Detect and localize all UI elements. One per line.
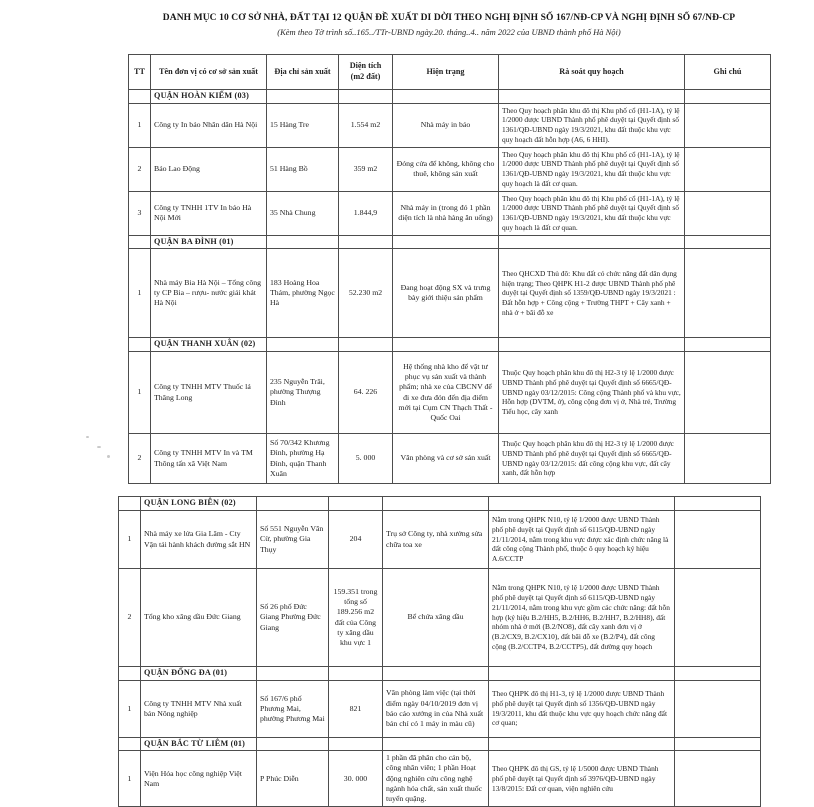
empty-cell [393, 89, 499, 103]
cell-tt: 1 [119, 751, 141, 807]
empty-cell [329, 737, 383, 751]
scan-speck [86, 436, 89, 438]
empty-cell [685, 235, 771, 249]
cell-status: Văn phòng và cơ sở sản xuất [393, 434, 499, 484]
cell-tt: 1 [129, 249, 151, 338]
cell-address: Số 167/6 phố Phương Mai, phường Phương Mai [257, 680, 329, 737]
empty-cell [339, 235, 393, 249]
cell-name: Nhà máy Bia Hà Nội – Tổng công ty CP Bia – rượu- nước giải khát Hà Nội [151, 249, 267, 338]
cell-tt: 1 [119, 511, 141, 569]
cell-name: Nhà máy xe lửa Gia Lâm - Cty Vận tải hành khách đường sắt HN [141, 511, 257, 569]
cell-area: 30. 000 [329, 751, 383, 807]
cell-tt: 2 [129, 434, 151, 484]
empty-cell [339, 89, 393, 103]
cell-name: Viện Hóa học công nghiệp Việt Nam [141, 751, 257, 807]
cell-status: Nhà máy in báo [393, 103, 499, 147]
cell-area: 1.844,9 [339, 191, 393, 235]
empty-cell [119, 497, 141, 511]
district-section-row [129, 89, 771, 103]
empty-cell [329, 667, 383, 681]
empty-cell [489, 667, 675, 681]
cell-note [685, 352, 771, 434]
cell-tt: 1 [119, 680, 141, 737]
district-section-row [119, 737, 761, 751]
empty-cell [675, 737, 761, 751]
empty-cell [129, 338, 151, 352]
cell-area: 5. 000 [339, 434, 393, 484]
district-section-row [119, 667, 761, 681]
cell-status: Nhà máy in (trong đó 1 phần diện tích là nhà hàng ăn uống) [393, 191, 499, 235]
cell-note [685, 147, 771, 191]
empty-cell [257, 497, 329, 511]
cell-address: 235 Nguyễn Trãi, phường Thượng Đình [267, 352, 339, 434]
district-section-title: QUẬN ĐỐNG ĐA (01) [141, 667, 257, 681]
cell-name: Báo Lao Động [151, 147, 267, 191]
cell-status: Văn phòng làm việc (tại thời điểm ngày 04/10/2019 đơn vị báo cáo xưởng in của Nhà xuất bản chỉ có 1 máy in màu cũ) [383, 680, 489, 737]
cell-name: Công ty TNHH MTV Thuốc lá Thăng Long [151, 352, 267, 434]
empty-cell [339, 338, 393, 352]
cell-note [675, 680, 761, 737]
district-section-title: QUẬN HOÀN KIẾM (03) [151, 89, 267, 103]
cell-area: 204 [329, 511, 383, 569]
property-table-block-1 [128, 54, 771, 484]
cell-note [675, 569, 761, 667]
empty-cell [267, 235, 339, 249]
empty-cell [383, 737, 489, 751]
district-section-title: QUẬN BA ĐÌNH (01) [151, 235, 267, 249]
empty-cell [383, 497, 489, 511]
column-header: Địa chỉ sản xuất [267, 54, 339, 89]
cell-note [685, 249, 771, 338]
empty-cell [257, 667, 329, 681]
empty-cell [329, 497, 383, 511]
cell-status: 1 phần đã phân cho cán bộ, công nhân viên; 1 phần Hoạt động nghiên cứu công nghệ ngành hóa chất, sản xuất thuốc tuyển quặng. [383, 751, 489, 807]
table-row [119, 569, 761, 667]
cell-name: Công ty In báo Nhân dân Hà Nội [151, 103, 267, 147]
cell-tt: 3 [129, 191, 151, 235]
document-subtitle: (Kèm theo Tờ trình số..165../TTr-UBND ngày.20. tháng..4.. năm 2022 của UBND thành phố Hà Nội) [277, 26, 621, 37]
district-section-row [129, 235, 771, 249]
document-content [118, 0, 780, 807]
table-row [129, 147, 771, 191]
table-row [129, 103, 771, 147]
empty-cell [267, 89, 339, 103]
empty-cell [675, 497, 761, 511]
cell-review: Theo Quy hoạch phân khu đô thị Khu phố cổ (H1-1A), tỷ lệ 1/2000 được UBND Thành phố phê duyệt tại Quyết định số 1361/QĐ-UBND ngày 19/3/2021, khu đất thuộc khu vực quy hoạch đất hỗn hợp (A6, 6 HHI). [499, 103, 685, 147]
cell-address: P Phúc Diễn [257, 751, 329, 807]
cell-tt: 1 [129, 103, 151, 147]
empty-cell [393, 235, 499, 249]
cell-note [675, 751, 761, 807]
empty-cell [489, 497, 675, 511]
column-header: TT [129, 54, 151, 89]
cell-note [685, 434, 771, 484]
district-section-row [119, 497, 761, 511]
cell-address: 51 Hàng Bồ [267, 147, 339, 191]
empty-cell [129, 89, 151, 103]
cell-area: 52.230 m2 [339, 249, 393, 338]
cell-review: Theo QHCXD Thủ đô: Khu đất có chức năng đất dân dụng hiện trạng; Theo QHPK H1-2 được UBND Thành phố phê duyệt tại Quyết định số 1359/QĐ-UBND ngày 19/3/2021 : Đất hỗn hợp + Công cộng + Trường THPT + Cây xanh + nhà ở + bãi đỗ xe [499, 249, 685, 338]
district-section-title: QUẬN LONG BIÊN (02) [141, 497, 257, 511]
scan-speck [107, 455, 110, 458]
empty-cell [685, 338, 771, 352]
empty-cell [675, 667, 761, 681]
cell-review: Theo Quy hoạch phân khu đô thị Khu phố cổ (H1-1A), tỷ lệ 1/2000 được UBND Thành phố phê duyệt tại Quyết định số 1361/QĐ-UBND ngày 19/3/2021, khu đất thuộc khu vực quy hoạch là đất cơ quan. [499, 147, 685, 191]
column-header: Rà soát quy hoạch [499, 54, 685, 89]
table-row [119, 751, 761, 807]
cell-area: 64. 226 [339, 352, 393, 434]
table-row [129, 191, 771, 235]
cell-area: 359 m2 [339, 147, 393, 191]
empty-cell [267, 338, 339, 352]
cell-area: 1.554 m2 [339, 103, 393, 147]
table-row [129, 352, 771, 434]
cell-tt: 2 [129, 147, 151, 191]
cell-note [685, 103, 771, 147]
empty-cell [257, 737, 329, 751]
table-row [129, 249, 771, 338]
cell-area: 159.351 trong tổng số 189.256 m2 đất của Công ty xăng dầu khu vực 1 [329, 569, 383, 667]
scan-speck [97, 446, 101, 448]
table-row [119, 511, 761, 569]
column-header: Hiện trạng [393, 54, 499, 89]
cell-tt: 2 [119, 569, 141, 667]
cell-review: Nằm trong QHPK N10, tỷ lệ 1/2000 được UBND Thành phố phê duyệt tại Quyết định số 6115/QĐ-UBND ngày 21/11/2014, nằm trong khu vực được xác định chức năng là đất công cộng Thành phố, thuộc ô quy hoạch ký hiệu A.6/CCTP [489, 511, 675, 569]
column-header: Tên đơn vị có cơ sở sản xuất [151, 54, 267, 89]
cell-address: 183 Hoàng Hoa Thám, phường Ngọc Hà [267, 249, 339, 338]
cell-review: Theo QHPK đô thị GS, tỷ lệ 1/5000 được UBND Thành phố phê duyệt tại Quyết định số 3976/QĐ-UBND ngày 13/8/2015: Đất cơ quan, viện nghiên cứu [489, 751, 675, 807]
empty-cell [489, 737, 675, 751]
cell-status: Đóng cửa để không, không cho thuê, không sản xuất [393, 147, 499, 191]
cell-name: Tổng kho xăng dầu Đức Giang [141, 569, 257, 667]
cell-status: Bể chứa xăng dầu [383, 569, 489, 667]
cell-name: Công ty TNHH 1TV In báo Hà Nội Mới [151, 191, 267, 235]
cell-status: Trụ sở Công ty, nhà xưởng sửa chữa toa xe [383, 511, 489, 569]
empty-cell [119, 737, 141, 751]
cell-review: Nằm trong QHPK N10, tỷ lệ 1/2000 được UBND Thành phố phê duyệt tại Quyết định số 6115/QĐ-UBND ngày 21/11/2014, nằm trong khu vực gồm các chức năng: đất hỗn hợp (ký hiệu B.2/HH5, B.2/HH6, B.2/HH7, B.2/HH8), đất nhóm nhà ở mới (B.2/NO8), đất cây xanh đơn vị ở (B.2/CX9, B.2/CX10), đất bãi đỗ xe (B.2/P4), đất công cộng (B.2/CCTP4, B.2/CCTP5), đất đường quy hoạch [489, 569, 675, 667]
cell-address: Số 70/342 Khương Đình, phường Hạ Đình, quận Thanh Xuân [267, 434, 339, 484]
table-row [119, 680, 761, 737]
cell-review: Thuộc Quy hoạch phân khu đô thị H2-3 tỷ lệ 1/2000 được UBND Thành phố phê duyệt tại Quyết định số 6665/QĐ-UBND ngày 03/12/2015: Công cộng Thành phố và khu vực, Hỗn hợp (DVTM, ở), công cộng đơn vị ở, Nhà trẻ, Trường Tiểu học, cây xanh [499, 352, 685, 434]
table-row [129, 434, 771, 484]
empty-cell [383, 667, 489, 681]
empty-cell [119, 667, 141, 681]
cell-review: Theo QHPK đô thị H1-3, tỷ lệ 1/2000 được UBND Thành phố phê duyệt tại Quyết định số 1356/QĐ-UBND ngày 19/3/2011, khu đất thuộc khu vực quy hoạch chức năng đất cơ quan; [489, 680, 675, 737]
empty-cell [393, 338, 499, 352]
cell-review: Theo Quy hoạch phân khu đô thị Khu phố cổ (H1-1A), tỷ lệ 1/2000 được UBND Thành phố phê duyệt tại Quyết định số 1361/QĐ-UBND ngày 19/3/2021, khu đất thuộc khu vực quy hoạch là đất cơ quan. [499, 191, 685, 235]
cell-tt: 1 [129, 352, 151, 434]
table-header-row [129, 54, 771, 89]
cell-address: 15 Hàng Tre [267, 103, 339, 147]
cell-note [685, 191, 771, 235]
cell-note [675, 511, 761, 569]
cell-name: Công ty TNHH MTV In và TM Thông tấn xã Việt Nam [151, 434, 267, 484]
column-header: Diện tích (m2 đất) [339, 54, 393, 89]
column-header: Ghi chú [685, 54, 771, 89]
empty-cell [499, 89, 685, 103]
empty-cell [499, 338, 685, 352]
cell-review: Thuộc Quy hoạch phân khu đô thị H2-3 tỷ lệ 1/2000 được UBND Thành phố phê duyệt tại Quyết định số 6665/QĐ-UBND ngày 03/12/2015: đất công cộng khu vực, đất cây xanh, đất hỗn hợp [499, 434, 685, 484]
cell-address: Số 551 Nguyễn Văn Cừ, phường Gia Thụy [257, 511, 329, 569]
cell-area: 821 [329, 680, 383, 737]
empty-cell [685, 89, 771, 103]
empty-cell [499, 235, 685, 249]
property-table-block-2 [118, 496, 761, 807]
empty-cell [129, 235, 151, 249]
district-section-row [129, 338, 771, 352]
cell-address: Số 26 phố Đức Giang Phường Đức Giang [257, 569, 329, 667]
tables-container [128, 54, 780, 807]
district-section-title: QUẬN BẮC TỪ LIÊM (01) [141, 737, 257, 751]
cell-status: Đang hoạt động SX và trưng bày giới thiệu sản phẩm [393, 249, 499, 338]
cell-status: Hệ thống nhà kho để vật tư phục vụ sản xuất và thành phẩm; nhà xe của CBCNV để đi xe đưa đón đến địa điểm mới tại Cụm CN Thạch Thất - Quốc Oai [393, 352, 499, 434]
cell-name: Công ty TNHH MTV Nhà xuất bản Nông nghiệp [141, 680, 257, 737]
cell-address: 35 Nhà Chung [267, 191, 339, 235]
district-section-title: QUẬN THANH XUÂN (02) [151, 338, 267, 352]
document-title: DANH MỤC 10 CƠ SỞ NHÀ, ĐẤT TẠI 12 QUẬN ĐỀ XUẤT DI DỜI THEO NGHỊ ĐỊNH SỐ 167/NĐ-CP VÀ NGHỊ ĐỊNH SỐ 67/NĐ-CP [162, 13, 736, 23]
